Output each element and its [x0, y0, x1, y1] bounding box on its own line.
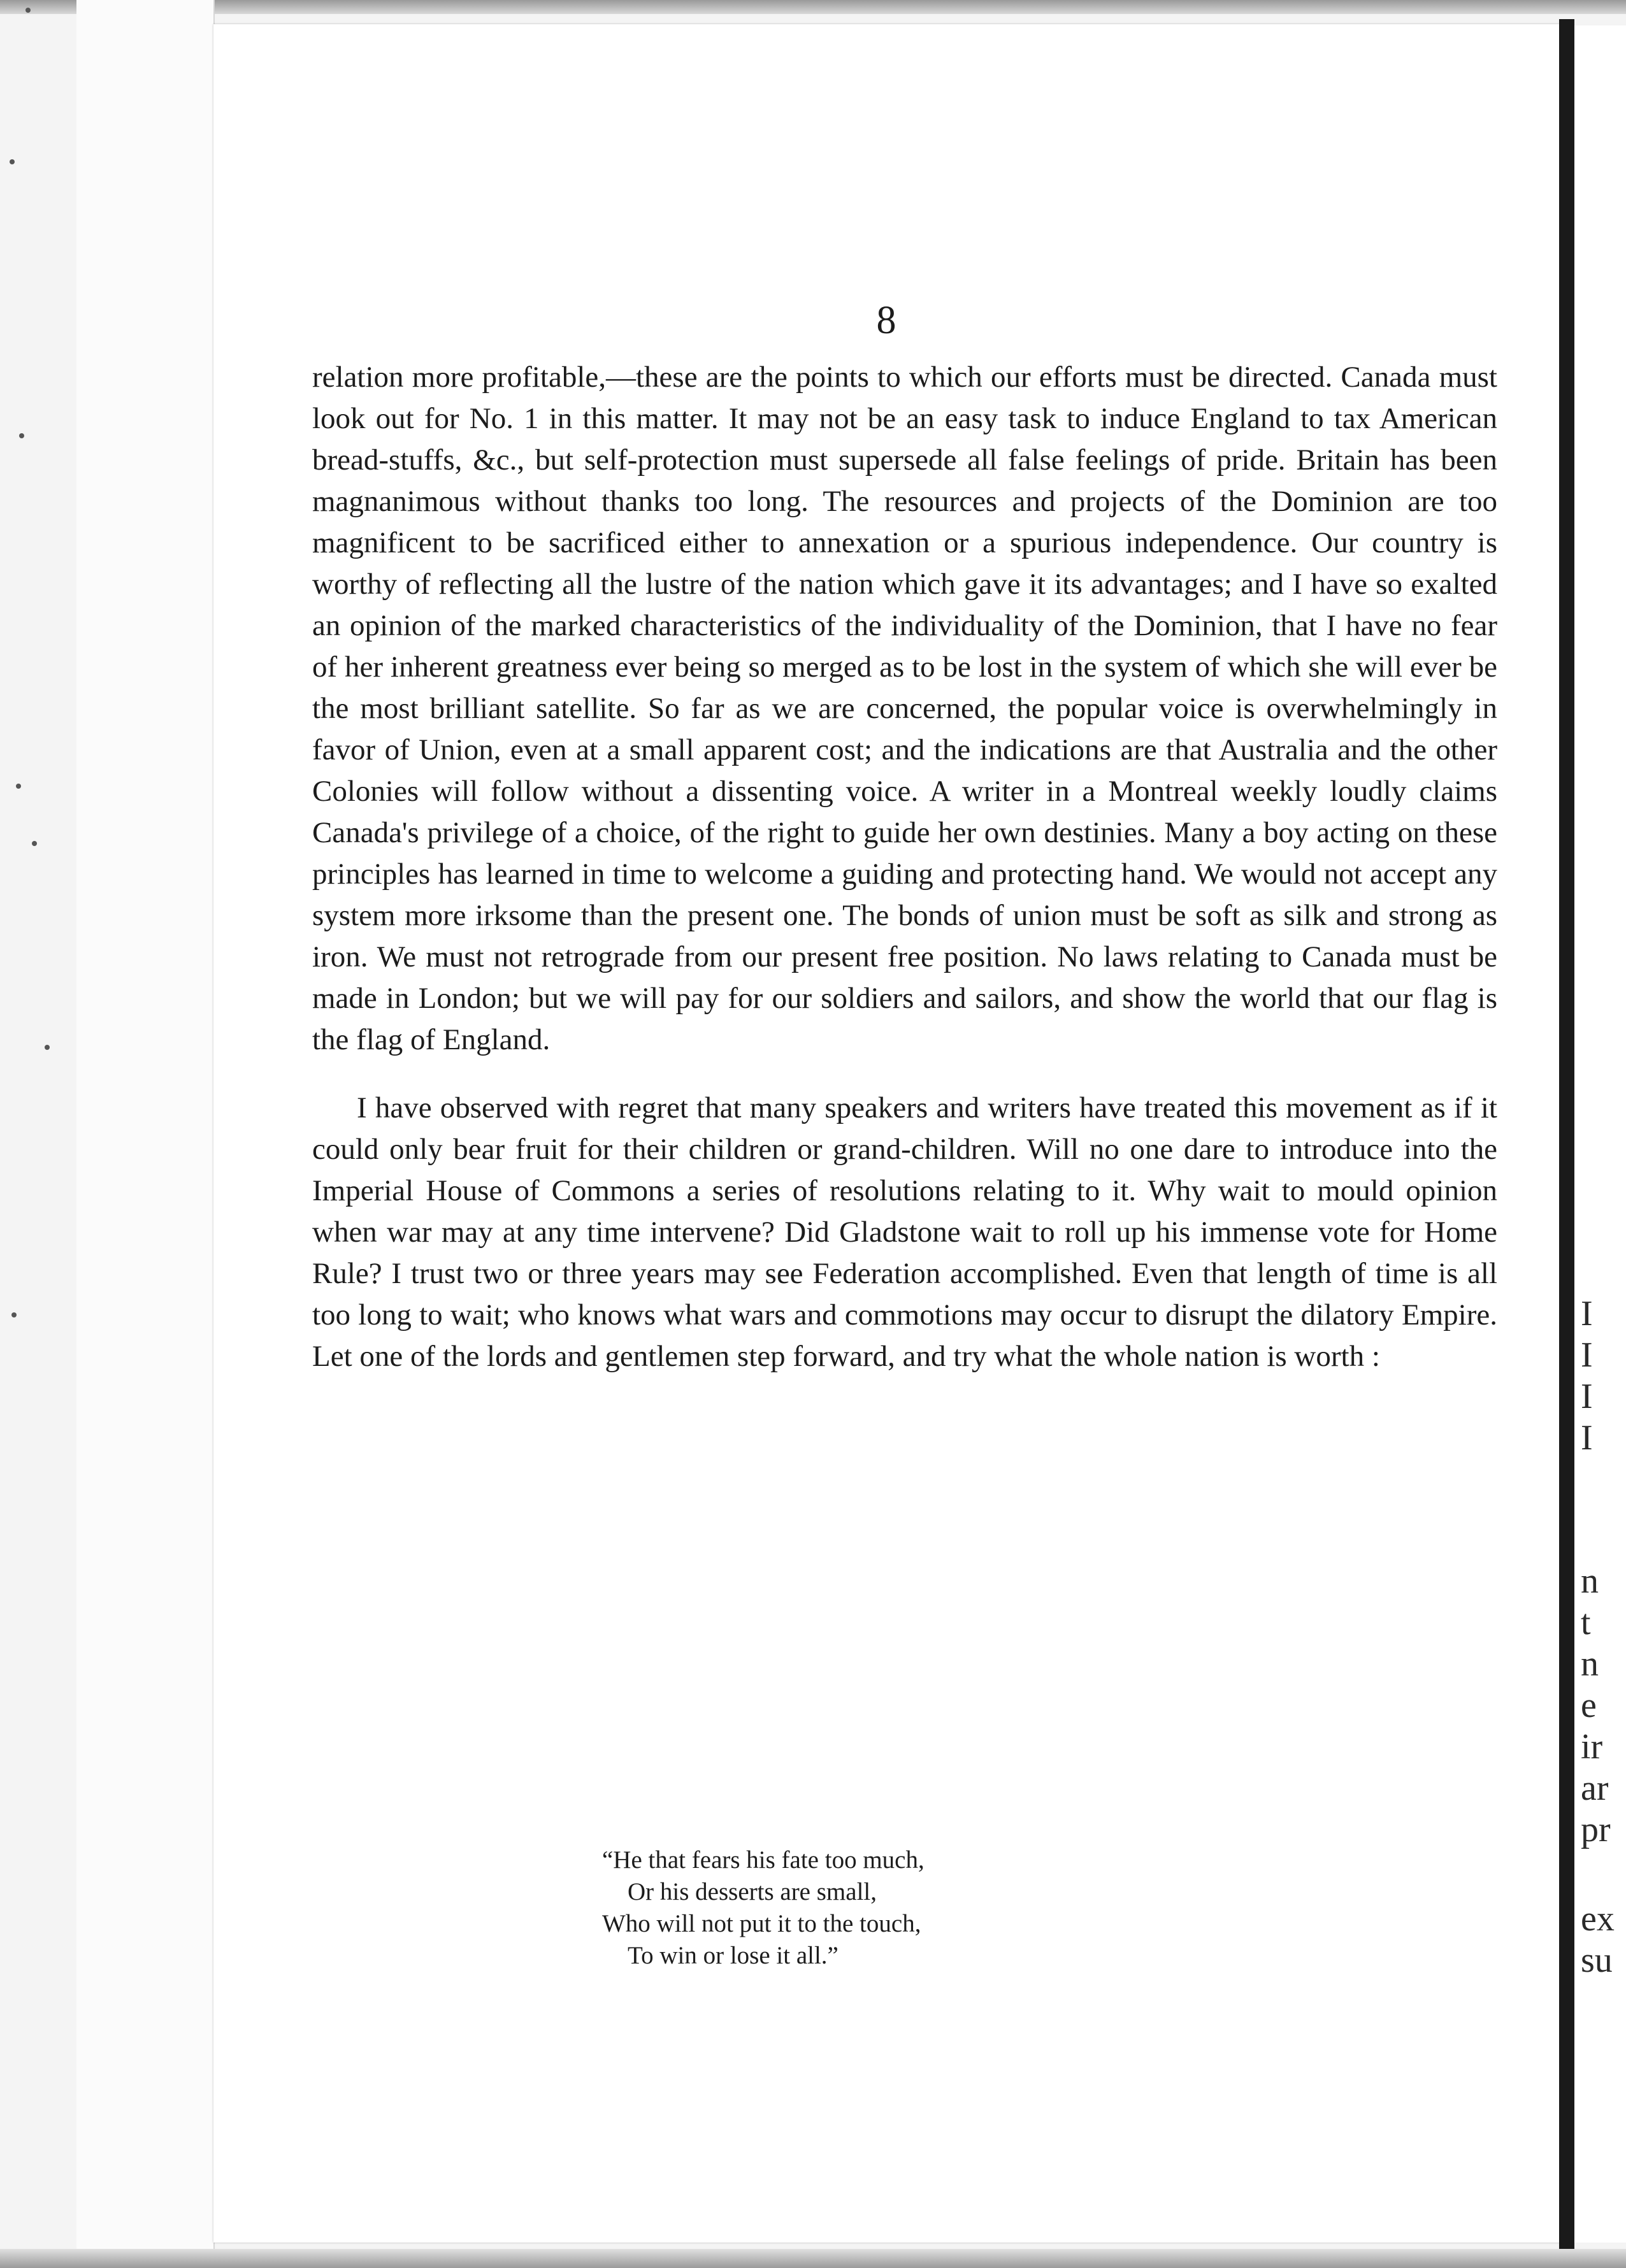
adjacent-page-fragment: n [1581, 1644, 1599, 1684]
page-edge [76, 0, 97, 2268]
scan-top-edge [0, 0, 1626, 14]
adjacent-page-fragment: pr [1581, 1810, 1611, 1849]
book-gutter [1559, 19, 1574, 2249]
adjacent-page-fragment: n [1581, 1561, 1599, 1601]
body-text [312, 357, 1497, 1377]
verse-line: Or his desserts are small, [628, 1878, 877, 1906]
page-edge [112, 0, 126, 2268]
adjacent-page-fragment: I [1581, 1294, 1593, 1333]
verse-line: To win or lose it all.” [628, 1942, 838, 1969]
adjacent-page-fragment: I [1581, 1377, 1593, 1416]
page-edge [188, 0, 215, 2268]
paragraph: I have observed with regret that many speakers and writers have treated this movement as if it could only bear fruit for their children or grand-children. Will no one dare to introduce into the Imperial House of Commons a series of resolutions relating to it. Why wait to mould opinion when war may at any time intervene? Did Gladstone wait to roll up his immense vote for Home Rule? I trust two or three years may see Federation accomplished. Even that length of time is all too long to wait; who knows what wars and commotions may occur to disrupt the dilatory Empire. Let one of the lords and gentlemen step forward, and try what the whole nation is worth : [312, 1091, 1497, 1373]
paragraph: relation more profitable,—these are the points to which our efforts must be directed. Canada must look out for No. 1 in this matter. It may not be an easy task to induce England to tax American bread-stuffs, &c., but self-protection must supersede all false feelings of pride. Britain has been magnanimous without thanks too long. The resources and projects of the Dominion are too magnificent to be sacrificed either to annexation or a spurious independence. Our country is worthy of reflecting all the lustre of the nation which gave it its advantages; and I have so exalted an opinion of the marked characteristics of the individuality of the Dominion, that I have no fear of her inherent greatness ever being so merged as to be lost in the system of which she will ever be the most brilliant satellite. So far as we are concerned, the popular voice is overwhelmingly in favor of Union, even at a small apparent cost; and the indications are that Australia and the other Colonies will follow without a dissenting voice. A writer in a Montreal weekly loudly claims Canada's privilege of a choice, of the right to guide her own destinies. Many a boy acting on these principles has learned in time to welcome a guiding and protecting hand. We would not accept any system more irksome than the present one. The bonds of union must be soft as silk and strong as iron. We must not retrograde from our present free position. No laws relating to Canada must be made in London; but we will pay for our soldiers and sailors, and show the world that our flag is the flag of England. [312, 361, 1497, 1056]
verse-line: “He that fears his fate too much, [602, 1846, 925, 1874]
speck [11, 1312, 17, 1317]
speck [16, 784, 21, 789]
scan-bottom-edge [0, 2249, 1626, 2268]
verse-line: Who will not put it to the touch, [602, 1910, 921, 1937]
margin-specks [0, 0, 76, 2268]
adjacent-page-fragment: ex [1581, 1899, 1615, 1939]
speck [19, 433, 24, 438]
adjacent-page-fragment: su [1581, 1941, 1613, 1980]
adjacent-page-fragment: ir [1581, 1727, 1603, 1767]
page-number: 8 [876, 299, 896, 342]
verse-quote [602, 1844, 1430, 1972]
speck [25, 8, 31, 13]
speck [10, 159, 15, 164]
page-edge [150, 0, 189, 2268]
adjacent-page-edge [1574, 25, 1626, 2243]
page-edge [124, 0, 151, 2268]
adjacent-page-fragment: I [1581, 1418, 1593, 1458]
page-edge [96, 0, 113, 2268]
adjacent-page-fragment: e [1581, 1686, 1597, 1725]
speck [45, 1045, 50, 1050]
speck [32, 841, 37, 846]
adjacent-page-fragment: ar [1581, 1769, 1609, 1808]
adjacent-page-fragment: t [1581, 1603, 1591, 1642]
adjacent-page-fragment: I [1581, 1335, 1593, 1375]
